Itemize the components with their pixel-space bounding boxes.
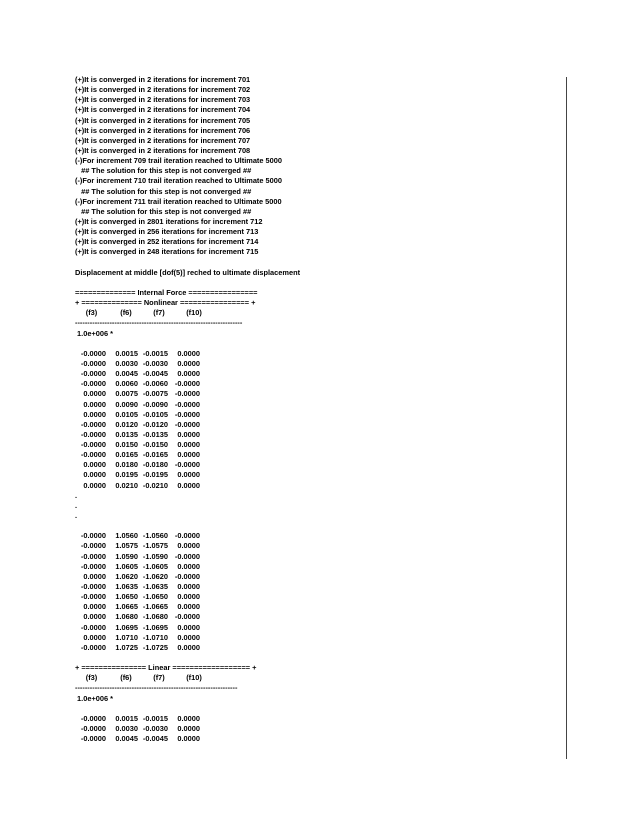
table-cell: -0.0000: [80, 369, 106, 379]
table-cell: -0.0000: [80, 419, 106, 429]
column-header: (f7): [153, 673, 165, 683]
table-row: [75, 481, 555, 491]
log-line: (+)It is converged in 2 iterations for increment 704: [75, 105, 251, 115]
blank-line: [75, 339, 555, 349]
table-cell: 0.0000: [177, 713, 200, 723]
table-cell: 0.0000: [83, 612, 106, 622]
table-row: [75, 541, 555, 551]
table-cell: 1.0650: [115, 592, 138, 602]
table-cell: 0.0120: [115, 419, 138, 429]
table-cell: 0.0000: [83, 480, 106, 490]
table-row: [75, 531, 555, 541]
scale-factor: 1.0e+006 *: [75, 693, 114, 703]
table-cell: 0.0210: [115, 480, 138, 490]
table-cell: -0.0030: [142, 358, 168, 368]
table-cell: -1.0680: [142, 612, 168, 622]
table-cell: -0.0000: [174, 409, 200, 419]
table-cell: -0.0165: [142, 450, 168, 460]
table-cell: 0.0000: [177, 734, 200, 744]
table-row: [75, 734, 555, 744]
table-cell: 0.0000: [177, 348, 200, 358]
table-cell: 1.0695: [115, 622, 138, 632]
table-cell: 0.0000: [83, 389, 106, 399]
table-cell: 0.0000: [177, 429, 200, 439]
table-row: [75, 612, 555, 622]
table-cell: -0.0000: [174, 399, 200, 409]
log-line: (+)It is converged in 248 iterations for increment 715: [75, 247, 259, 257]
table-cell: -0.0105: [142, 409, 168, 419]
table-row: [75, 400, 555, 410]
table-cell: 1.0605: [115, 561, 138, 571]
table-row: [75, 410, 555, 420]
table-row: [75, 602, 555, 612]
table-cell: -0.0015: [142, 713, 168, 723]
log-line: (+)It is converged in 2 iterations for increment 703: [75, 95, 251, 105]
table-row: [75, 430, 555, 440]
table-cell: -0.0000: [80, 348, 106, 358]
table-row: [75, 582, 555, 592]
table-cell: 0.0180: [115, 460, 138, 470]
displacement-message: Displacement at middle [dof(5)] reched to ultimate displacement: [75, 267, 301, 277]
table-cell: 0.0000: [83, 399, 106, 409]
table-cell: -0.0000: [174, 379, 200, 389]
table-row: [75, 460, 555, 470]
table-cell: -0.0180: [142, 460, 168, 470]
table-cell: -1.0560: [142, 531, 168, 541]
table-cell: 0.0150: [115, 440, 138, 450]
log-line: (-)For increment 710 trail iteration reached to Ultimate 5000: [75, 176, 282, 186]
log-line: (+)It is converged in 2 iterations for increment 702: [75, 85, 251, 95]
table-cell: -0.0000: [80, 713, 106, 723]
table-row: [75, 572, 555, 582]
table-cell: 0.0000: [177, 440, 200, 450]
ellipsis-dot: .: [75, 490, 78, 500]
table-row: [75, 724, 555, 734]
table-cell: -0.0000: [174, 531, 200, 541]
internal-force-banner: ============== Internal Force ================: [75, 287, 258, 297]
table-row: [75, 552, 555, 562]
table-cell: 1.0635: [115, 582, 138, 592]
table-cell: -0.0000: [174, 551, 200, 561]
log-line: (+)It is converged in 2 iterations for increment 708: [75, 145, 251, 155]
table-cell: -1.0590: [142, 551, 168, 561]
table-cell: -0.0210: [142, 480, 168, 490]
table-cell: -0.0075: [142, 389, 168, 399]
divider: --------------------------------------------------------------------: [75, 318, 243, 328]
table-cell: -0.0000: [80, 592, 106, 602]
column-header: (f3): [85, 308, 98, 318]
ellipsis-dot: .: [75, 500, 78, 510]
blank-line: [75, 704, 555, 714]
table-cell: 0.0000: [177, 369, 200, 379]
table-cell: 0.0105: [115, 409, 138, 419]
table-cell: -0.0045: [142, 734, 168, 744]
table-cell: 1.0725: [115, 642, 138, 652]
column-header: (f6): [120, 308, 132, 318]
table-cell: -0.0195: [142, 470, 168, 480]
table-cell: 0.0000: [177, 358, 200, 368]
table-cell: 0.0000: [177, 582, 200, 592]
ellipsis-dot: .: [75, 511, 78, 521]
table-cell: -0.0015: [142, 348, 168, 358]
log-line: (-)For increment 709 trail iteration reached to Ultimate 5000: [75, 156, 282, 166]
table-row: [75, 592, 555, 602]
table-cell: -1.0620: [142, 571, 168, 581]
table-cell: -0.0000: [80, 561, 106, 571]
table-cell: -0.0135: [142, 429, 168, 439]
table-cell: 0.0000: [83, 409, 106, 419]
table-cell: 1.0620: [115, 571, 138, 581]
table-cell: 1.0665: [115, 602, 138, 612]
solver-output: [75, 75, 555, 744]
table-cell: -0.0090: [142, 399, 168, 409]
table-cell: 0.0090: [115, 399, 138, 409]
table-cell: 0.0000: [177, 470, 200, 480]
table-row: [75, 349, 555, 359]
table-cell: -1.0650: [142, 592, 168, 602]
log-line: (+)It is converged in 2 iterations for increment 707: [75, 135, 251, 145]
table-row: [75, 633, 555, 643]
column-header: (f7): [153, 308, 165, 318]
table-cell: -0.0000: [80, 429, 106, 439]
column-header-row: [75, 673, 555, 683]
table-cell: 0.0000: [177, 480, 200, 490]
table-cell: 0.0000: [177, 724, 200, 733]
linear-banner: + =============== Linear ================== +: [75, 663, 257, 673]
table-cell: 0.0030: [115, 724, 138, 733]
table-cell: -1.0575: [142, 541, 168, 551]
table-cell: -1.0725: [142, 642, 168, 652]
log-line: (-)For increment 711 trail iteration reached to Ultimate 5000: [75, 196, 282, 206]
table-cell: -0.0045: [142, 369, 168, 379]
table-cell: 0.0000: [177, 622, 200, 632]
table-cell: 0.0000: [83, 460, 106, 470]
table-cell: 0.0030: [115, 358, 138, 368]
table-cell: -0.0000: [80, 440, 106, 450]
table-cell: 1.0590: [115, 551, 138, 561]
table-cell: -0.0000: [80, 551, 106, 561]
log-line: (+)It is converged in 252 iterations for increment 714: [75, 237, 259, 247]
column-header: (f10): [186, 308, 202, 318]
table-row: [75, 643, 555, 653]
table-row: [75, 420, 555, 430]
log-line: ## The solution for this step is not converged ##: [75, 166, 252, 176]
table-cell: -0.0000: [174, 460, 200, 470]
divider: ------------------------------------------------------------------: [75, 683, 238, 693]
column-header-row: [75, 308, 555, 318]
table-cell: -0.0120: [142, 419, 168, 429]
table-cell: -0.0000: [174, 389, 200, 399]
table-cell: 0.0045: [115, 369, 138, 379]
table-row: [75, 562, 555, 572]
table-cell: 0.0045: [115, 734, 138, 744]
nonlinear-banner: + ============== Nonlinear ================ +: [75, 298, 256, 308]
log-line: (+)It is converged in 2 iterations for increment 701: [75, 75, 251, 84]
table-cell: -0.0000: [80, 450, 106, 460]
table-cell: -0.0000: [80, 734, 106, 744]
log-line: (+)It is converged in 2 iterations for increment 706: [75, 125, 251, 135]
table-row: [75, 714, 555, 724]
table-cell: 0.0000: [83, 602, 106, 612]
blank-line: [75, 521, 555, 531]
table-cell: 0.0000: [177, 541, 200, 551]
table-cell: -0.0000: [174, 612, 200, 622]
column-header: (f6): [120, 673, 132, 683]
table-cell: -1.0695: [142, 622, 168, 632]
log-line: ## The solution for this step is not converged ##: [75, 206, 252, 216]
table-cell: 1.0710: [115, 632, 138, 642]
table-cell: -1.0635: [142, 582, 168, 592]
table-cell: -0.0000: [80, 622, 106, 632]
table-cell: 0.0015: [115, 713, 138, 723]
table-cell: -0.0060: [142, 379, 168, 389]
table-row: [75, 450, 555, 460]
table-cell: 0.0000: [83, 632, 106, 642]
table-cell: -0.0000: [80, 582, 106, 592]
log-line: ## The solution for this step is not converged ##: [75, 186, 252, 196]
table-cell: -0.0000: [174, 571, 200, 581]
table-cell: -1.0710: [142, 632, 168, 642]
table-cell: -0.0000: [80, 358, 106, 368]
table-cell: -0.0000: [80, 541, 106, 551]
table-cell: -0.0000: [80, 724, 106, 733]
table-cell: 0.0000: [83, 470, 106, 480]
table-cell: 0.0000: [177, 602, 200, 612]
table-cell: 1.0560: [115, 531, 138, 541]
table-cell: 1.0680: [115, 612, 138, 622]
table-cell: 0.0000: [177, 592, 200, 602]
table-cell: 0.0000: [177, 450, 200, 460]
table-cell: -0.0000: [174, 419, 200, 429]
blank-line: [75, 278, 555, 288]
table-cell: 0.0060: [115, 379, 138, 389]
table-cell: -1.0605: [142, 561, 168, 571]
table-row: [75, 379, 555, 389]
table-cell: 0.0195: [115, 470, 138, 480]
blank-line: [75, 653, 555, 663]
column-header: (f3): [85, 673, 98, 683]
table-cell: 1.0575: [115, 541, 138, 551]
table-cell: 0.0015: [115, 348, 138, 358]
table-cell: -0.0150: [142, 440, 168, 450]
table-cell: -0.0000: [80, 531, 106, 541]
table-cell: -0.0030: [142, 724, 168, 733]
log-line: (+)It is converged in 256 iterations for increment 713: [75, 227, 259, 237]
right-margin-rule: [566, 77, 567, 759]
table-cell: 0.0000: [83, 571, 106, 581]
table-row: [75, 369, 555, 379]
table-cell: -1.0665: [142, 602, 168, 612]
table-row: [75, 440, 555, 450]
blank-line: [75, 258, 555, 268]
column-header: (f10): [186, 673, 202, 683]
log-line: (+)It is converged in 2801 iterations for increment 712: [75, 216, 263, 226]
table-row: [75, 470, 555, 480]
table-cell: 0.0165: [115, 450, 138, 460]
scale-factor: 1.0e+006 *: [75, 328, 114, 338]
table-cell: 0.0000: [177, 642, 200, 652]
table-row: [75, 389, 555, 399]
table-cell: 0.0000: [177, 632, 200, 642]
table-row: [75, 359, 555, 369]
table-cell: 0.0135: [115, 429, 138, 439]
log-line: (+)It is converged in 2 iterations for increment 705: [75, 115, 251, 125]
table-cell: -0.0000: [80, 379, 106, 389]
table-row: [75, 623, 555, 633]
table-cell: -0.0000: [80, 642, 106, 652]
table-cell: 0.0000: [177, 561, 200, 571]
table-cell: 0.0075: [115, 389, 138, 399]
